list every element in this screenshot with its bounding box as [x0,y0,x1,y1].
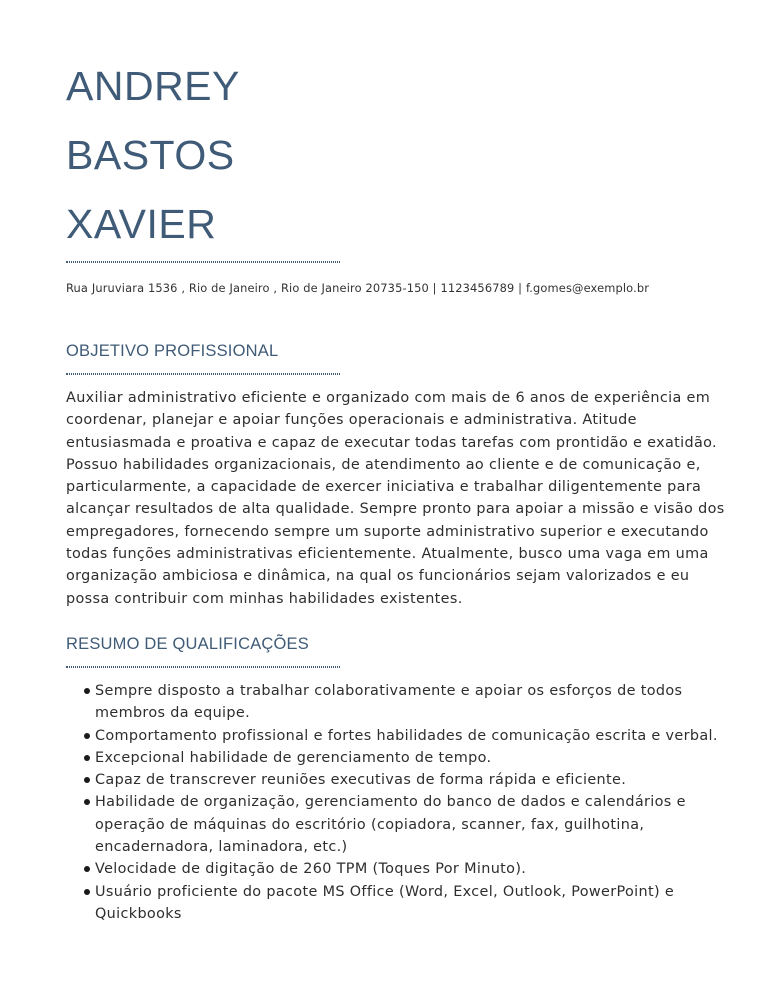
list-item [66,858,736,880]
name-divider [66,261,340,263]
first-name: ANDREY [66,63,240,109]
resume-page [66,0,736,925]
bullet-icon [84,777,90,783]
objective-divider [66,373,340,375]
qualifications-divider [66,666,340,668]
bullet-icon [84,799,90,805]
list-item [66,680,736,725]
list-item [66,725,736,747]
bullet-icon [84,889,90,895]
list-item-text: Excepcional habilidade de gerenciamento de tempo. [95,749,492,766]
bullet-icon [84,755,90,761]
contact-info: Rua Juruviara 1536 , Rio de Janeiro , Rio de Janeiro 20735-150 | 1123456789 | f.gomes@exemplo.br [66,281,650,295]
name-block [66,64,736,246]
list-item-text: Velocidade de digitação de 260 TPM (Toques Por Minuto). [95,861,527,878]
objective-text: Auxiliar administrativo eficiente e organizado com mais de 6 anos de experiência em coordenar, planejar e apoiar funções operacionais e administrativa. Atitude entusiasmada e proativa e capaz de executar todas tarefas com prontidão e exatidão. Possuo habilidades organizacionais, de atendimento ao cliente e de comunicação e, particularmente, a capacidade de exercer iniciativa e trabalhar diligentemente para alcançar resultados de alta qualidade. Sempre pronto para apoiar a missão e visão dos empregadores, fornecendo sempre um suporte administrativo superior e executando todas funções administrativas eficientemente. Atualmente, busco uma vaga em uma organização ambiciosa e dinâmica, na qual os funcionários sejam valorizados e eu possa contribuir com minhas habilidades existentes. [66,390,725,607]
bullet-icon [84,733,90,739]
list-item [66,791,736,858]
list-item-text: Comportamento profissional e fortes habilidades de comunicação escrita e verbal. [95,727,718,744]
objective-title: OBJETIVO PROFISSIONAL [66,342,279,360]
bullet-icon [84,688,90,694]
list-item-text: Sempre disposto a trabalhar colaborativamente e apoiar os esforços de todos membros da equipe. [95,682,683,722]
list-item-text: Capaz de transcrever reuniões executivas de forma rápida e eficiente. [95,772,627,789]
qualifications-title: RESUMO DE QUALIFICAÇÕES [66,634,309,653]
list-item-text: Usuário proficiente do pacote MS Office (Word, Excel, Outlook, PowerPoint) e Quickbooks [95,883,675,922]
list-item-text: Habilidade de organização, gerenciamento do banco de dados e calendários e operação de máquinas do escritório (copiadora, scanner, fax, guilhotina, encadernadora, laminadora, etc.) [95,794,686,856]
list-item [66,769,736,791]
bullet-icon [84,866,90,872]
last-name: XAVIER [66,201,217,247]
qualifications-list [66,680,736,925]
list-item [66,881,736,926]
middle-name: BASTOS [66,132,235,178]
list-item [66,747,736,769]
